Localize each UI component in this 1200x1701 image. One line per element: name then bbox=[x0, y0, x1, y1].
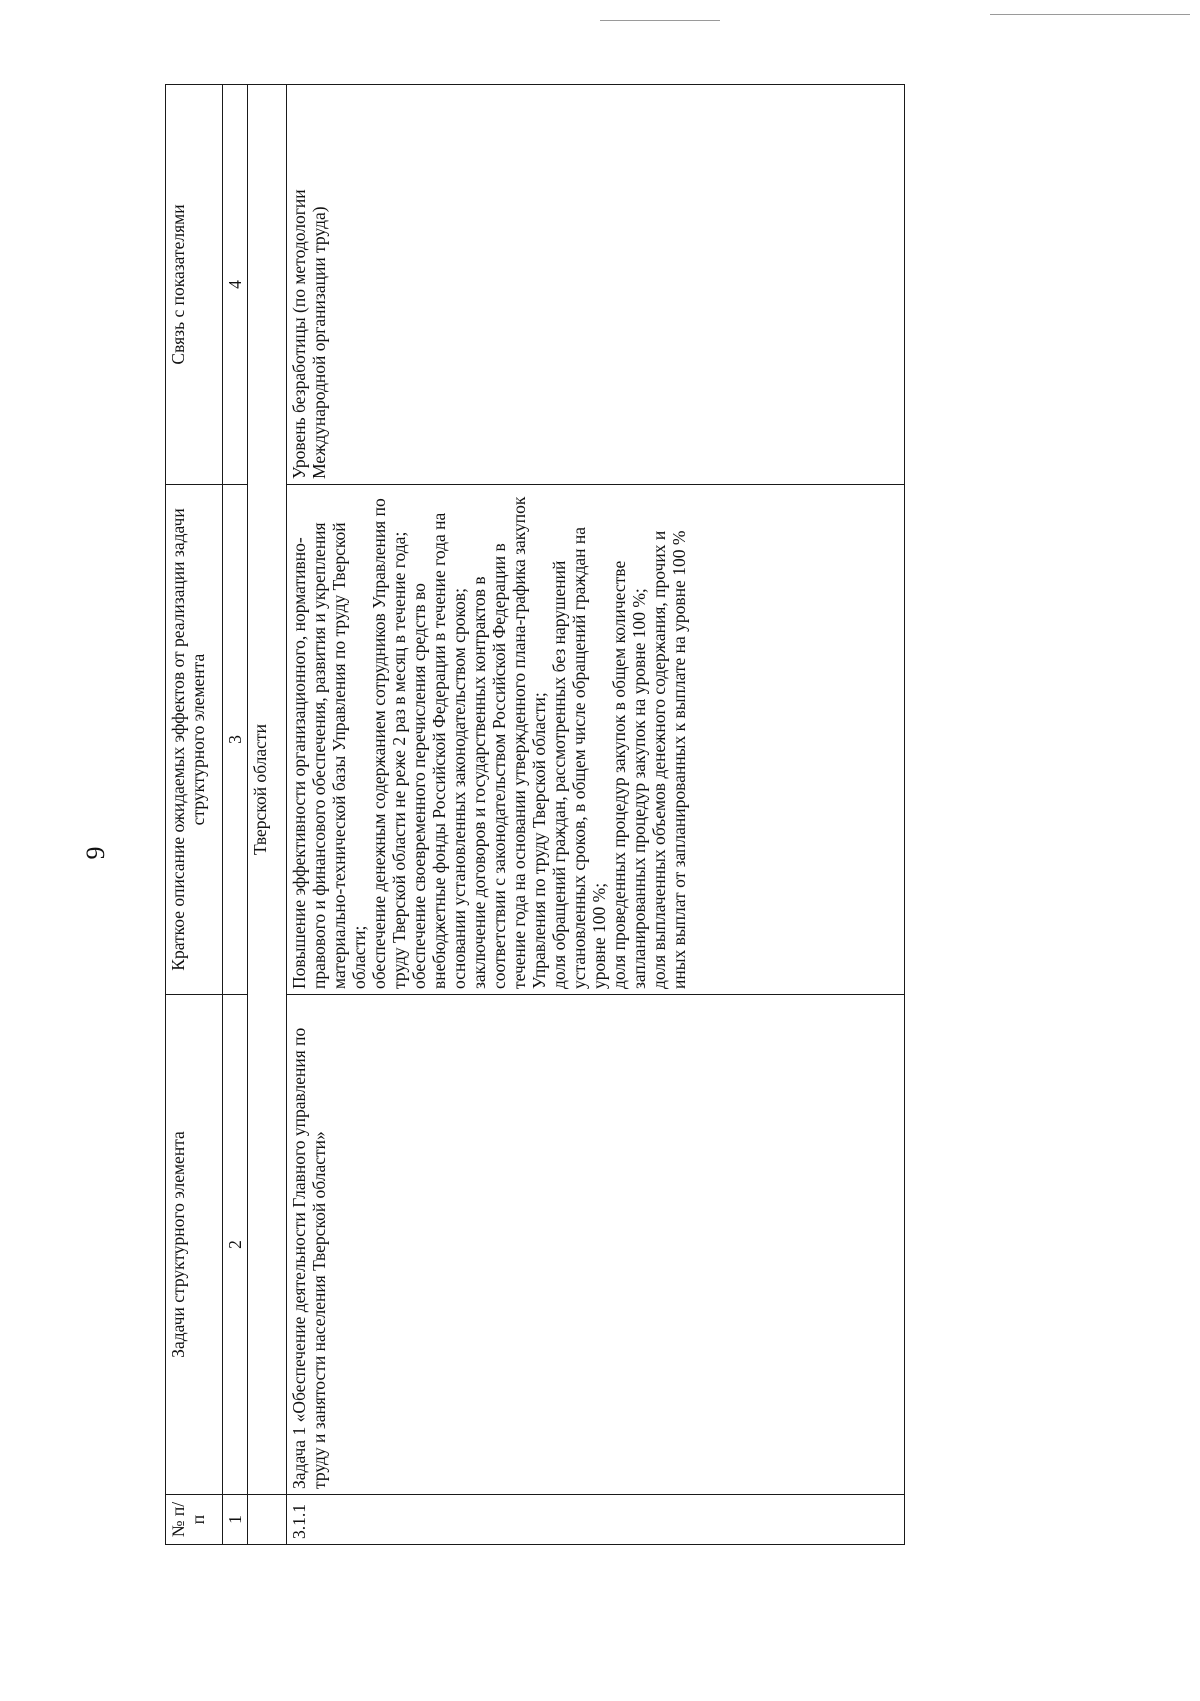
effect-item: заключение договоров и государственных контрактов в соответствии с законодательством Российской Федерации в течение года на основании утвержденного плана-графика закупок Управления по труду Тверской области; bbox=[469, 496, 549, 989]
effect-item: обеспечение своевременного перечисления средств во внебюджетные фонды Российской Федерации в течение года на основании установленных законодательством сроков; bbox=[409, 512, 469, 989]
row-number: 3.1.1 bbox=[287, 1495, 905, 1545]
section-row bbox=[248, 85, 287, 1545]
column-number-2: 2 bbox=[223, 995, 248, 1495]
effect-item: Повышение эффективности организационного, нормативно-правового и финансового обеспечения, развития и укрепления материально-технической базы Управления по труду Тверской области; bbox=[289, 522, 369, 989]
table-container bbox=[165, 85, 905, 1545]
row-indicator: Уровень безработицы (по методологии Международной организации труда) bbox=[287, 85, 905, 485]
header-tasks: Задачи структурного элемента bbox=[166, 995, 223, 1495]
row-task: Задача 1 «Обеспечение деятельности Главного управления по труду и занятости населения Тверской области» bbox=[287, 995, 905, 1495]
scan-artifact-line bbox=[600, 20, 720, 21]
column-number-1: 1 bbox=[223, 1495, 248, 1545]
effect-item: доля обращений граждан, рассмотренных без нарушений установленных сроков, в общем числе обращений граждан на уровне 100 %; bbox=[549, 526, 609, 989]
column-number-4: 4 bbox=[223, 85, 248, 485]
header-indicators: Связь с показателями bbox=[166, 85, 223, 485]
structural-element-table bbox=[165, 84, 905, 1545]
row-effects bbox=[287, 485, 905, 995]
table-row bbox=[287, 85, 905, 1545]
effect-item: обеспечение денежным содержанием сотрудников Управления по труду Тверской области не реже 2 раз в месяц в течение года; bbox=[369, 498, 409, 989]
scan-artifact-line bbox=[990, 14, 1190, 15]
column-number-3: 3 bbox=[223, 485, 248, 995]
effect-item: доля выплаченных объемов денежного содержания, прочих и иных выплат от запланированных к выплате на уровне 100 % bbox=[649, 530, 689, 989]
section-title: Тверской области bbox=[248, 85, 287, 1495]
column-number-row bbox=[223, 85, 248, 1545]
effect-item: доля проведенных процедур закупок в общем количестве запланированных процедур закупок на уровне 100 %; bbox=[609, 560, 649, 989]
table-header-row bbox=[166, 85, 223, 1545]
header-effects: Краткое описание ожидаемых эффектов от реализации задачи структурного элемента bbox=[166, 485, 223, 995]
page-number: 9 bbox=[81, 846, 110, 860]
header-number: № п/п bbox=[166, 1495, 223, 1545]
section-row-number-cell bbox=[248, 1495, 287, 1545]
